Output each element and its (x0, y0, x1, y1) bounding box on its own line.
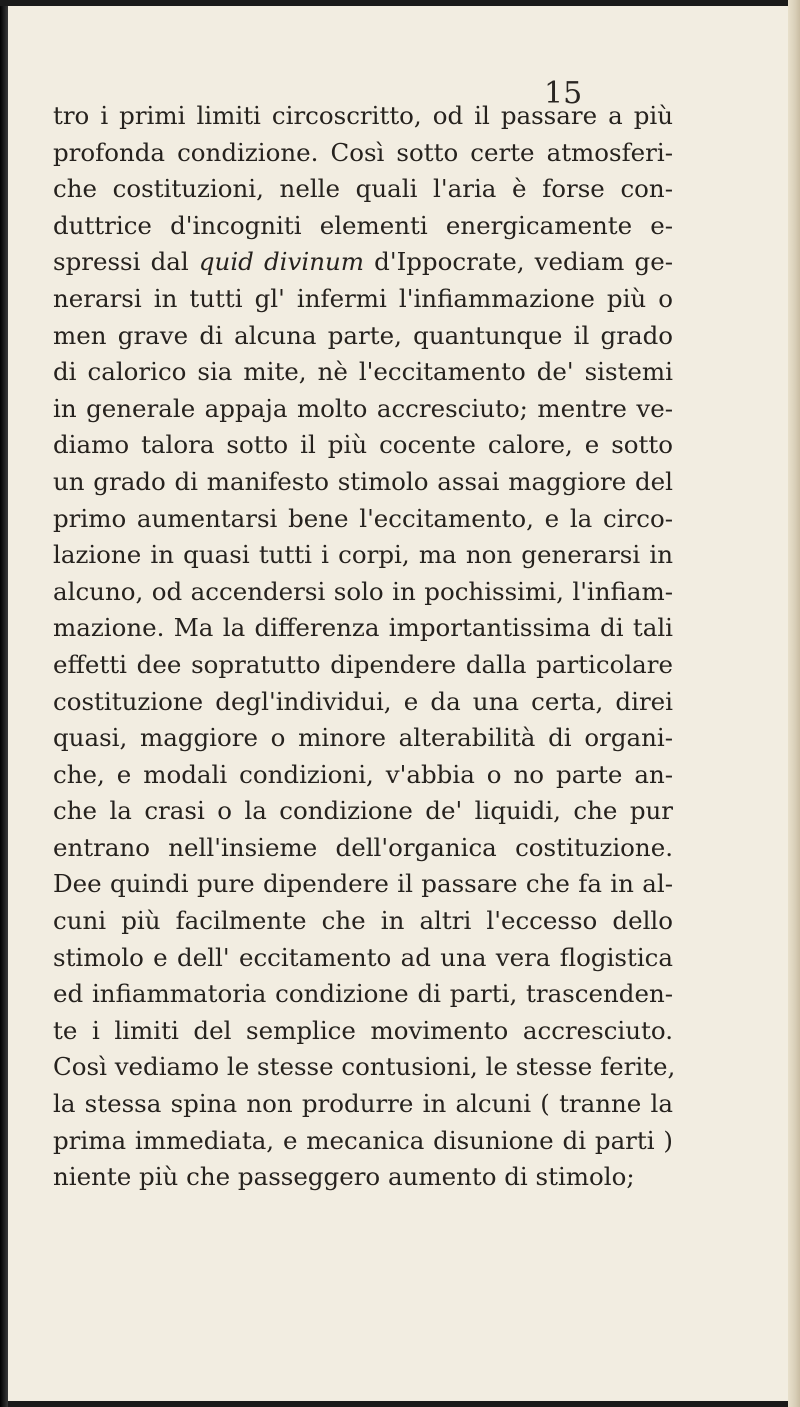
text-line: costituzione degl'individui, e da una certa, direi (53, 686, 673, 716)
body-text (53, 98, 676, 1196)
text-line: duttrice d'incogniti elementi energicamente e- (53, 210, 673, 240)
text-line (53, 244, 673, 281)
page-number: 15 (544, 76, 583, 111)
italic-latin-phrase: quid divinum (198, 247, 364, 277)
text-line: cuni più facilmente che in altri l'eccesso dello (53, 906, 673, 936)
text-line: entrano nell'insieme dell'organica costituzione. (53, 832, 673, 862)
text-line: alcuno, od accendersi solo in pochissimi, l'infiam- (53, 576, 673, 606)
text-line: Così vediamo le stesse contusioni, le stesse ferite, (53, 1052, 676, 1082)
text-line: diamo talora sotto il più cocente calore, e sotto (53, 430, 673, 460)
text-line: la stessa spina non produrre in alcuni ( tranne la (53, 1089, 673, 1119)
text-line: te i limiti del semplice movimento accresciuto. (53, 1015, 673, 1045)
text-line: nerarsi in tutti gl' infermi l'infiammazione più o (53, 283, 673, 313)
text-segment: spressi dal (53, 247, 199, 277)
text-line: profonda condizione. Così sotto certe atmosferi- (53, 137, 673, 167)
text-line: primo aumentarsi bene l'eccitamento, e la circo- (53, 503, 673, 533)
text-line: in generale appaja molto accresciuto; mentre ve- (53, 393, 673, 423)
text-line: men grave di alcuna parte, quantunque il grado (53, 320, 673, 350)
text-line: stimolo e dell' eccitamento ad una vera flogistica (53, 942, 673, 972)
text-line: un grado di manifesto stimolo assai maggiore del (53, 466, 673, 496)
text-line: che, e modali condizioni, v'abbia o no parte an- (53, 759, 673, 789)
text-line: effetti dee sopratutto dipendere dalla particolare (53, 649, 673, 679)
text-line: quasi, maggiore o minore alterabilità di organi- (53, 723, 673, 753)
text-line: ed infiammatoria condizione di parti, trascenden- (53, 979, 673, 1009)
text-line: mazione. Ma la differenza importantissima di tali (53, 613, 673, 643)
scan-right-edge (788, 0, 800, 1407)
text-line: lazione in quasi tutti i corpi, ma non generarsi in (53, 540, 673, 570)
scan-left-shadow (0, 0, 8, 1407)
text-line: di calorico sia mite, nè l'eccitamento de' sistemi (53, 357, 673, 387)
text-line: Dee quindi pure dipendere il passare che fa in al- (53, 869, 673, 899)
text-segment: d'Ippocrate, vediam ge- (364, 247, 673, 277)
text-line: che costituzioni, nelle quali l'aria è forse con- (53, 174, 673, 204)
text-line: prima immediata, e mecanica disunione di parti ) (53, 1125, 673, 1155)
text-line: niente più che passeggero aumento di stimolo; (53, 1162, 635, 1192)
book-page (8, 6, 788, 1401)
text-line: che la crasi o la condizione de' liquidi, che pur (53, 796, 673, 826)
text-line: tro i primi limiti circoscritto, od il passare a più (53, 101, 673, 130)
